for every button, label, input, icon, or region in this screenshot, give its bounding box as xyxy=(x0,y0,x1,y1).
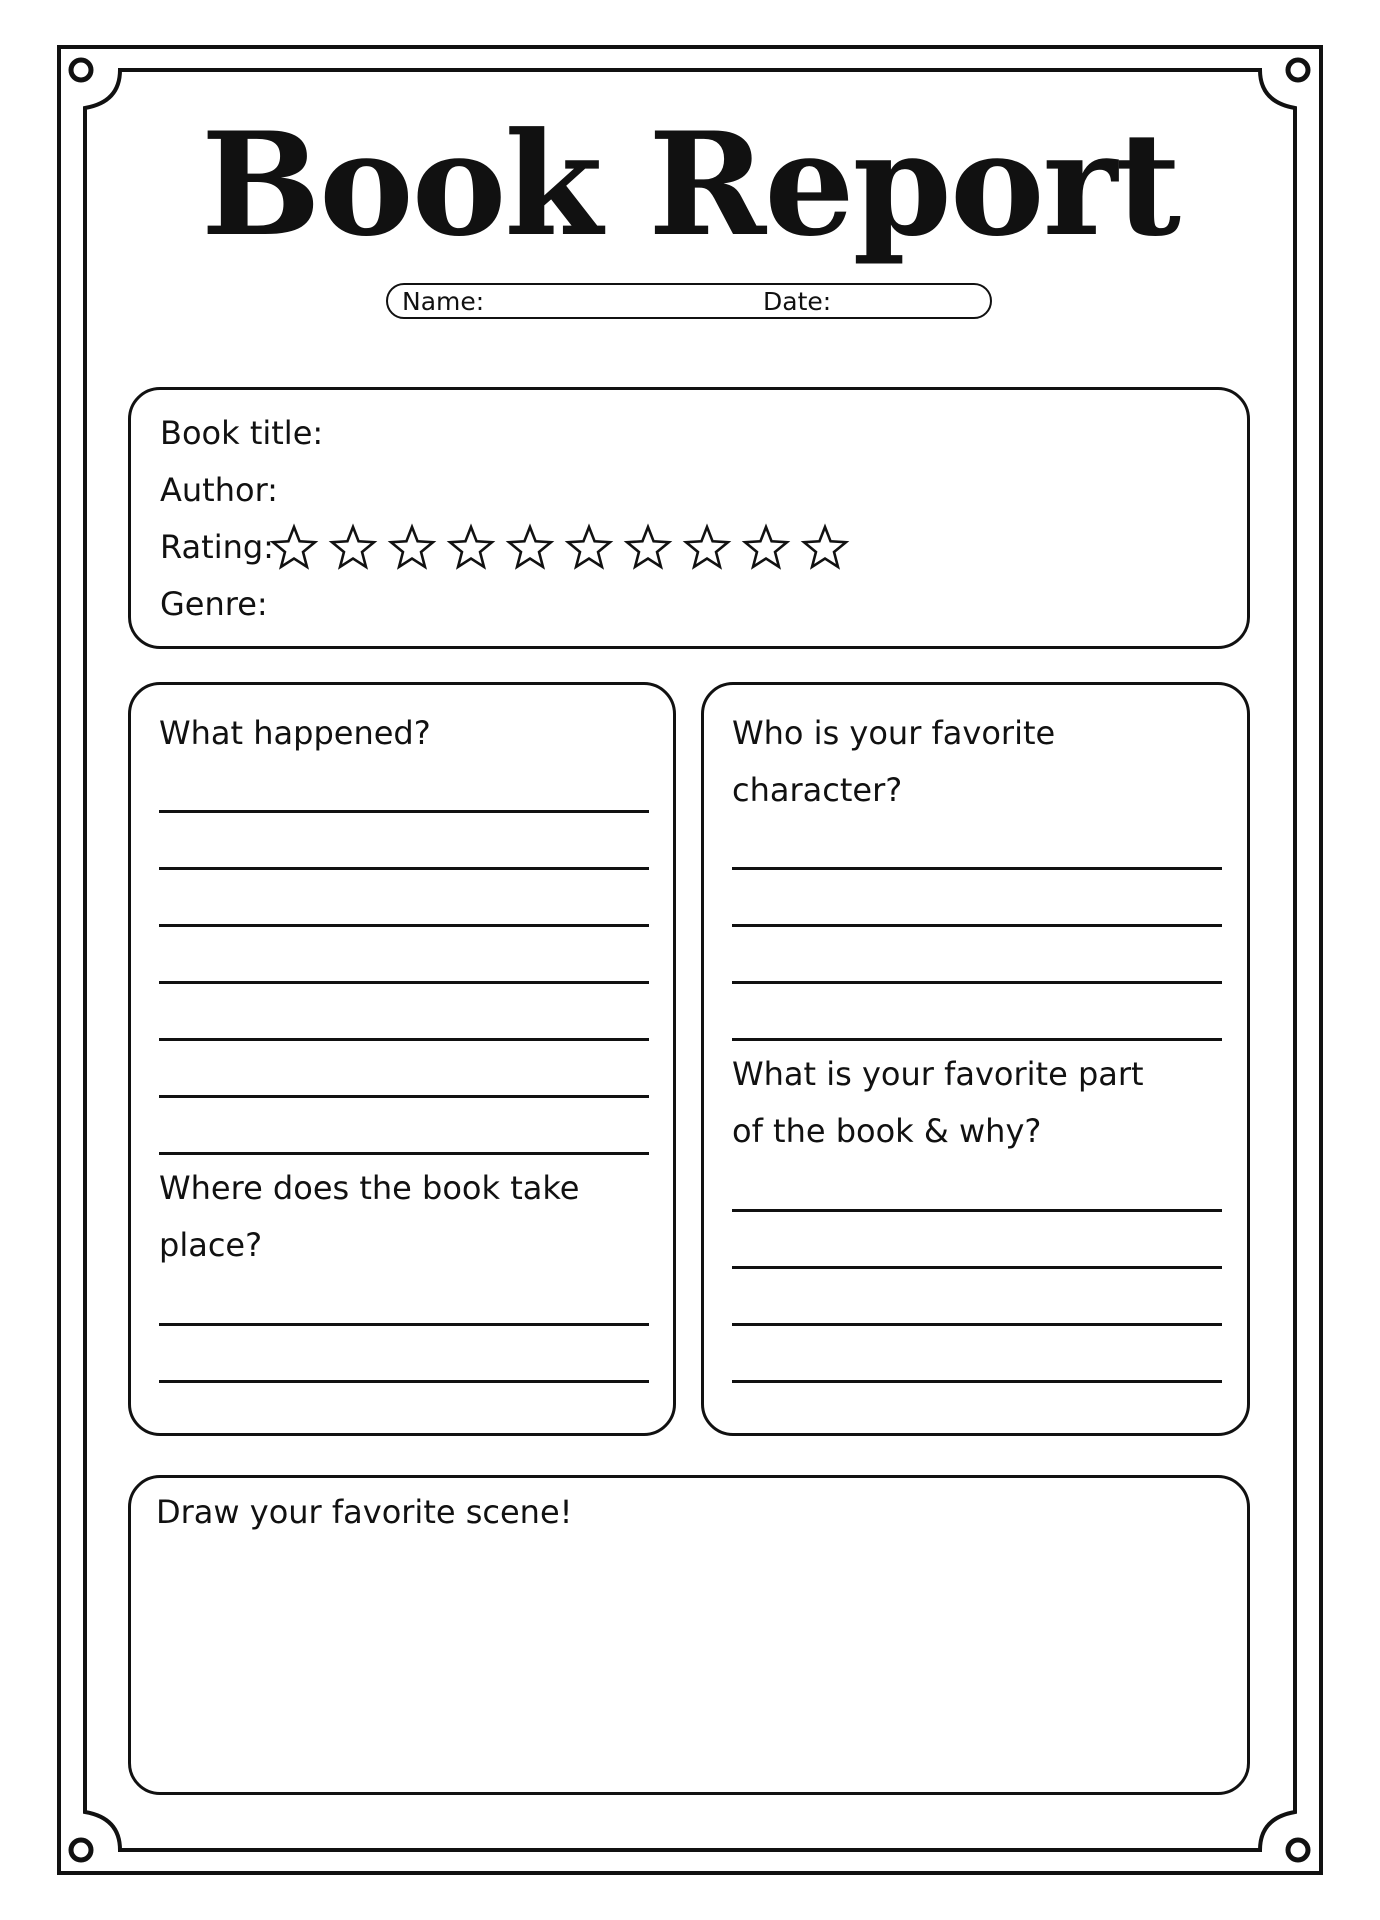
rating-label: Rating: xyxy=(160,528,274,566)
favorite-part-question-line2: of the book & why? xyxy=(732,1112,1042,1150)
star-outline-icon[interactable] xyxy=(622,522,681,574)
star-outline-icon[interactable] xyxy=(740,522,799,574)
book-title-label: Book title: xyxy=(160,414,324,452)
what-happened-question: What happened? xyxy=(159,714,431,752)
star-outline-icon[interactable] xyxy=(268,522,327,574)
answer-line[interactable] xyxy=(159,924,649,927)
name-label: Name: xyxy=(402,287,485,316)
star-outline-icon[interactable] xyxy=(504,522,563,574)
answer-line[interactable] xyxy=(159,1323,649,1326)
favorite-character-question-line1: Who is your favorite xyxy=(732,714,1056,752)
name-date-field[interactable] xyxy=(386,283,992,319)
answer-line[interactable] xyxy=(732,1038,1222,1041)
corner-ring-icon xyxy=(1288,1840,1308,1860)
answer-line[interactable] xyxy=(732,924,1222,927)
date-label: Date: xyxy=(763,287,832,316)
answer-line[interactable] xyxy=(732,1266,1222,1269)
star-outline-icon[interactable] xyxy=(799,522,858,574)
answer-line[interactable] xyxy=(159,981,649,984)
draw-scene-label: Draw your favorite scene! xyxy=(156,1493,573,1531)
answer-line[interactable] xyxy=(732,981,1222,984)
star-outline-icon[interactable] xyxy=(445,522,504,574)
answer-line[interactable] xyxy=(159,1095,649,1098)
corner-ring-icon xyxy=(71,1840,91,1860)
where-question-line2: place? xyxy=(159,1226,263,1264)
genre-label: Genre: xyxy=(160,585,268,623)
book-info-box xyxy=(128,387,1250,649)
answer-line[interactable] xyxy=(732,1209,1222,1212)
where-question-line1: Where does the book take xyxy=(159,1169,580,1207)
answer-line[interactable] xyxy=(159,810,649,813)
answer-line[interactable] xyxy=(732,1380,1222,1383)
answer-line[interactable] xyxy=(159,1380,649,1383)
author-label: Author: xyxy=(160,471,278,509)
answer-line[interactable] xyxy=(732,867,1222,870)
star-outline-icon[interactable] xyxy=(386,522,445,574)
corner-ring-icon xyxy=(71,60,91,80)
favorite-part-question-line1: What is your favorite part xyxy=(732,1055,1144,1093)
answer-line[interactable] xyxy=(159,867,649,870)
rating-stars[interactable] xyxy=(268,522,858,574)
draw-scene-box[interactable] xyxy=(128,1475,1250,1795)
page-title: Book Report xyxy=(200,102,1180,268)
favorite-character-question-line2: character? xyxy=(732,771,903,809)
star-outline-icon[interactable] xyxy=(327,522,386,574)
star-outline-icon[interactable] xyxy=(681,522,740,574)
answer-line[interactable] xyxy=(732,1323,1222,1326)
star-outline-icon[interactable] xyxy=(563,522,622,574)
corner-ring-icon xyxy=(1288,60,1308,80)
left-questions-box xyxy=(128,682,676,1436)
answer-line[interactable] xyxy=(159,1152,649,1155)
answer-line[interactable] xyxy=(159,1038,649,1041)
right-questions-box xyxy=(701,682,1250,1436)
